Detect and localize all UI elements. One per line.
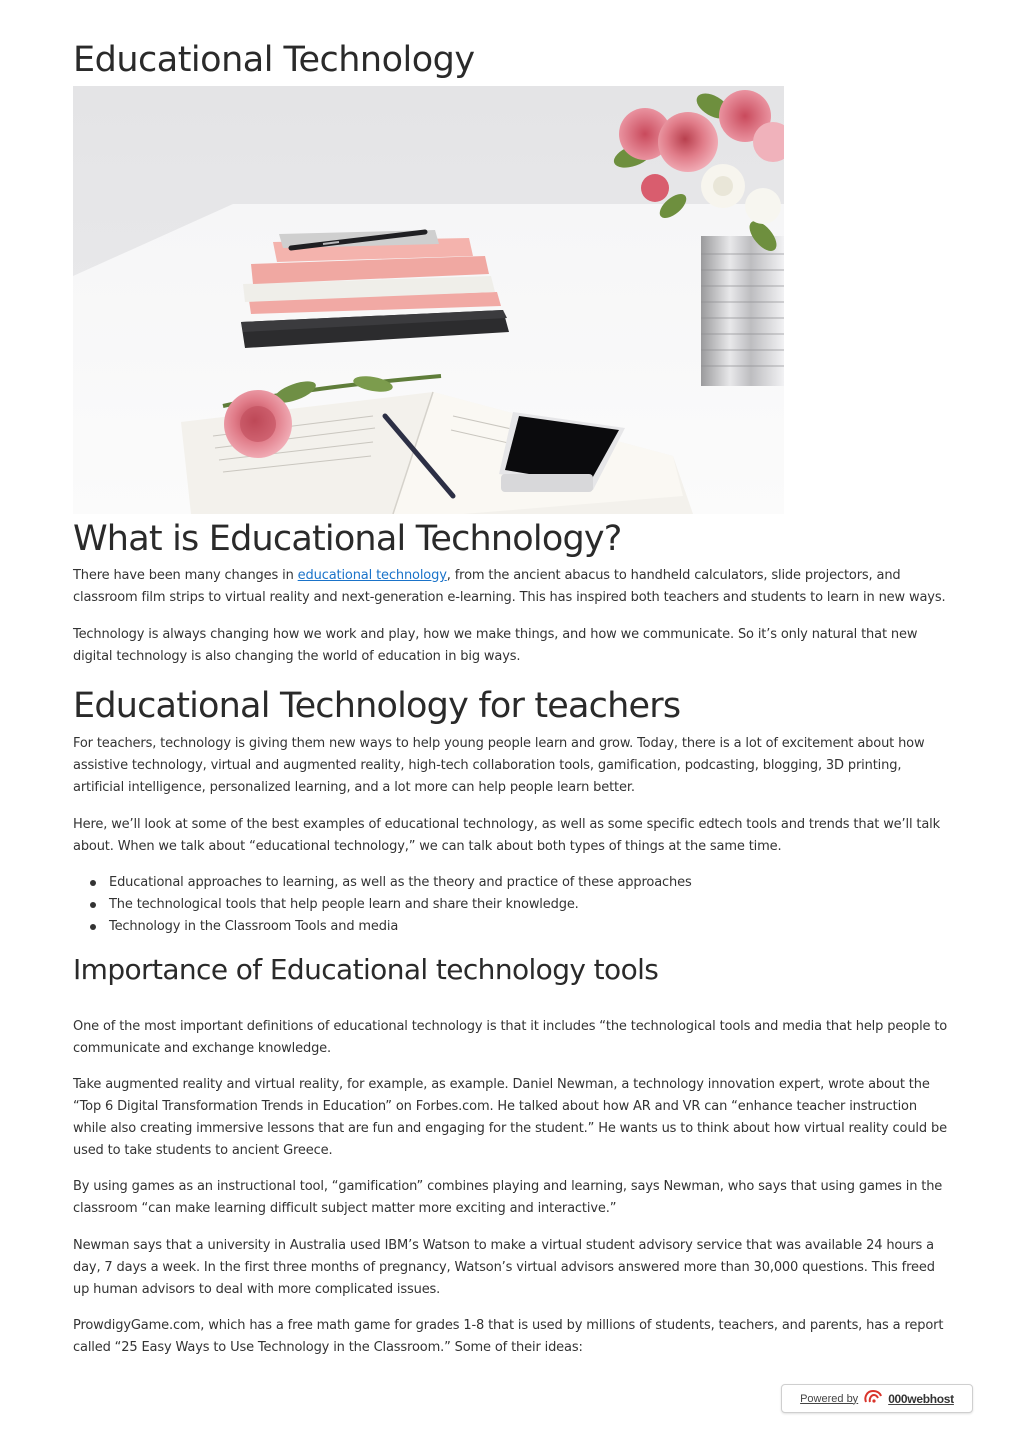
section-heading-for-teachers: Educational Technology for teachers bbox=[73, 686, 681, 726]
powered-by-label: Powered by bbox=[800, 1392, 859, 1405]
paragraph: ProwdigyGame.com, which has a free math game for grades 1-8 that is used by millions of students, teachers, and parents, has a report called “25 Easy Ways to Use Technology in the Classroom.” Some of their ideas: bbox=[73, 1318, 944, 1355]
paragraph: By using games as an instructional tool, “gamification” combines playing and learning, says Newman, who says that using games in the classroom “can make learning difficult subject matter more exciting and interactive.” bbox=[73, 1179, 943, 1216]
paragraph: One of the most important definitions of educational technology is that it includes “the technological tools and media that help people to communicate and exchange knowledge. bbox=[73, 1019, 948, 1056]
powered-by-badge[interactable] bbox=[781, 1384, 973, 1413]
paragraph: There have been many changes in educational technology, from the ancient abacus to handheld calculators, slide projectors, and classroom film strips to virtual reality and next-generation e-learning. This has inspired both teachers and students to learn in new ways. bbox=[73, 568, 946, 605]
webhost-brand: 000webhost bbox=[888, 1391, 954, 1406]
paragraph: Newman says that a university in Australia used IBM’s Watson to make a virtual student advisory service that was available 24 hours a day, 7 days a week. In the first three months of pregnancy, Watson’s virtual advisors answered more than 30,000 questions. This freed up human advisors to deal with more complicated issues. bbox=[73, 1238, 935, 1297]
webhost-logo-icon bbox=[863, 1389, 883, 1408]
section-heading-importance: Importance of Educational technology tools bbox=[73, 953, 659, 986]
list-item: The technological tools that help people learn and share their knowledge. bbox=[109, 894, 692, 916]
bullet-list bbox=[73, 872, 692, 938]
page-title: Educational Technology bbox=[73, 40, 475, 80]
paragraph: Take augmented reality and virtual reality, for example, as example. Daniel Newman, a technology innovation expert, wrote about the “Top 6 Digital Transformation Trends in Education” on Forbes.com. He talked about how AR and VR can “enhance teacher instruction while also creating immersive lessons that are fun and engaging for the student.” He wants us to think about how virtual reality could be used to take students to ancient Greece. bbox=[73, 1077, 947, 1158]
paragraph: Technology is always changing how we work and play, how we make things, and how we communicate. So it’s only natural that new digital technology is also changing the world of education in big ways. bbox=[73, 627, 918, 664]
list-item: Educational approaches to learning, as well as the theory and practice of these approaches bbox=[109, 872, 692, 894]
hero-image bbox=[73, 86, 784, 514]
paragraph: Here, we’ll look at some of the best examples of educational technology, as well as some specific edtech tools and trends that we’ll talk about. When we talk about “educational technology,” we can talk about both types of things at the same time. bbox=[73, 817, 941, 854]
paragraph: For teachers, technology is giving them new ways to help young people learn and grow. Today, there is a lot of excitement about how assistive technology, virtual and augmented reality, high-tech collaboration tools, gamification, podcasting, blogging, 3D printing, artificial intelligence, personalized learning, and a lot more can help people learn better. bbox=[73, 736, 925, 795]
section-heading-what-is: What is Educational Technology? bbox=[73, 519, 622, 559]
educational-technology-link[interactable]: educational technology bbox=[297, 568, 447, 583]
list-item: Technology in the Classroom Tools and media bbox=[109, 916, 692, 938]
